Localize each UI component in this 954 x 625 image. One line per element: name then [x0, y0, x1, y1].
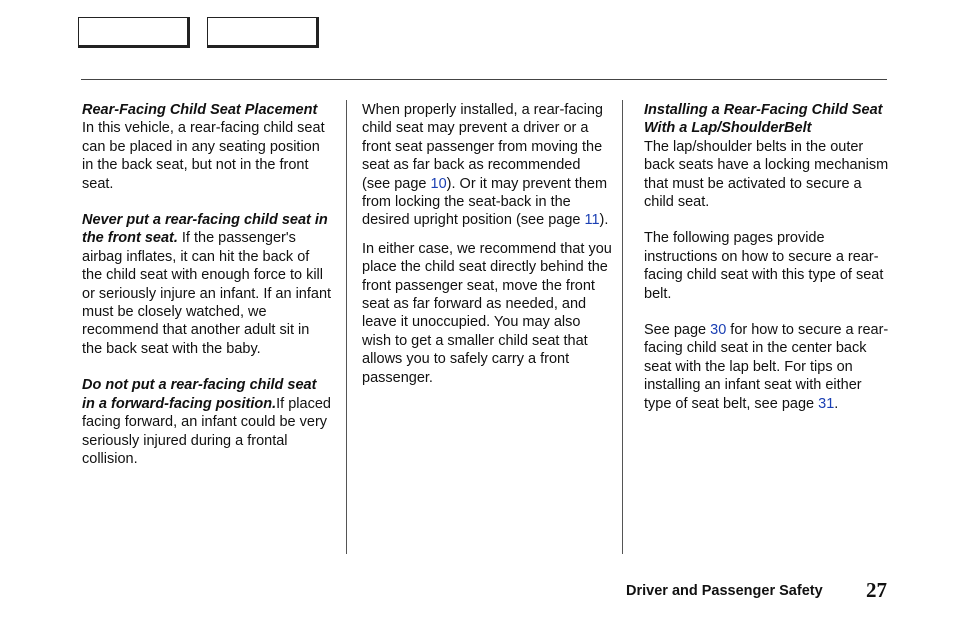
see-page-text-a: See page	[644, 322, 711, 339]
placement-paragraph: In this vehicle, a rear-facing child seat can be placed in any seating position in the back seat, but not in the front seat.	[82, 120, 325, 192]
footer-section-title: Driver and Passenger Safety	[626, 583, 823, 599]
next-page-button[interactable]	[207, 17, 319, 48]
page-link-30[interactable]: 30	[710, 322, 727, 339]
page-link-31[interactable]: 31	[818, 395, 835, 412]
warning-forward-facing	[82, 376, 332, 468]
installation-text-b: ). Or it may prevent them from locking the seat-back in the desired upright position (see page	[362, 175, 608, 229]
see-page-paragraph	[644, 321, 892, 413]
column-middle	[362, 101, 612, 387]
see-page-text-b: for how to secure a rear-facing child seat in the center back seat with the lap belt. For tips on installing an infant seat with either type of seat belt, see page	[644, 322, 889, 412]
warning-forward-facing-text: If placed facing forward, an infant could be very seriously injured during a frontal collision.	[82, 395, 331, 467]
column-divider	[622, 100, 623, 554]
warning-forward-facing-bold: Do not put a rear-facing child seat in a forward-facing position.	[82, 377, 317, 412]
locking-paragraph: The lap/shoulder belts in the outer back seats have a locking mechanism that must be activated to secure a child seat.	[644, 138, 889, 211]
column-left	[82, 101, 332, 468]
page-number: 27	[866, 578, 887, 602]
section-heading: Rear-Facing Child Seat Placement	[82, 102, 318, 118]
prev-page-button[interactable]	[78, 17, 190, 48]
installation-text-a: When properly installed, a rear-facing child seat may prevent a driver or a front seat passenger from moving the seat as far back as recommended (see page	[362, 102, 603, 192]
column-divider	[346, 100, 347, 554]
installation-text-c: ).	[599, 212, 609, 229]
page-link-11[interactable]: 11	[584, 212, 600, 229]
installation-paragraph	[362, 101, 612, 230]
warning-front-seat-text: If the passenger's airbag inflates, it can hit the back of the child seat with enough force to kill or seriously injure an infant. If an infant must be closely watched, we recommend that another adult sit in the back seat with the baby.	[82, 230, 332, 357]
warning-front-seat	[82, 211, 332, 358]
header-rule	[81, 79, 887, 80]
see-page-text-c: .	[834, 395, 839, 412]
page-link-10[interactable]: 10	[430, 175, 447, 192]
warning-front-seat-bold: Never put a rear-facing child seat in the front seat.	[82, 212, 328, 247]
column-right	[644, 101, 892, 413]
instructions-paragraph: The following pages provide instructions on how to secure a rear-facing child seat with this type of seat belt.	[644, 230, 884, 302]
recommendation-paragraph: In either case, we recommend that you place the child seat directly behind the front passenger seat, move the front seat as far forward as needed, and leave it unoccupied. You may also wish to get a smaller child seat that allows you to safely carry a front passenger.	[362, 240, 612, 386]
section-heading: Installing a Rear-Facing Child Seat With a Lap/ShoulderBelt	[644, 102, 883, 137]
